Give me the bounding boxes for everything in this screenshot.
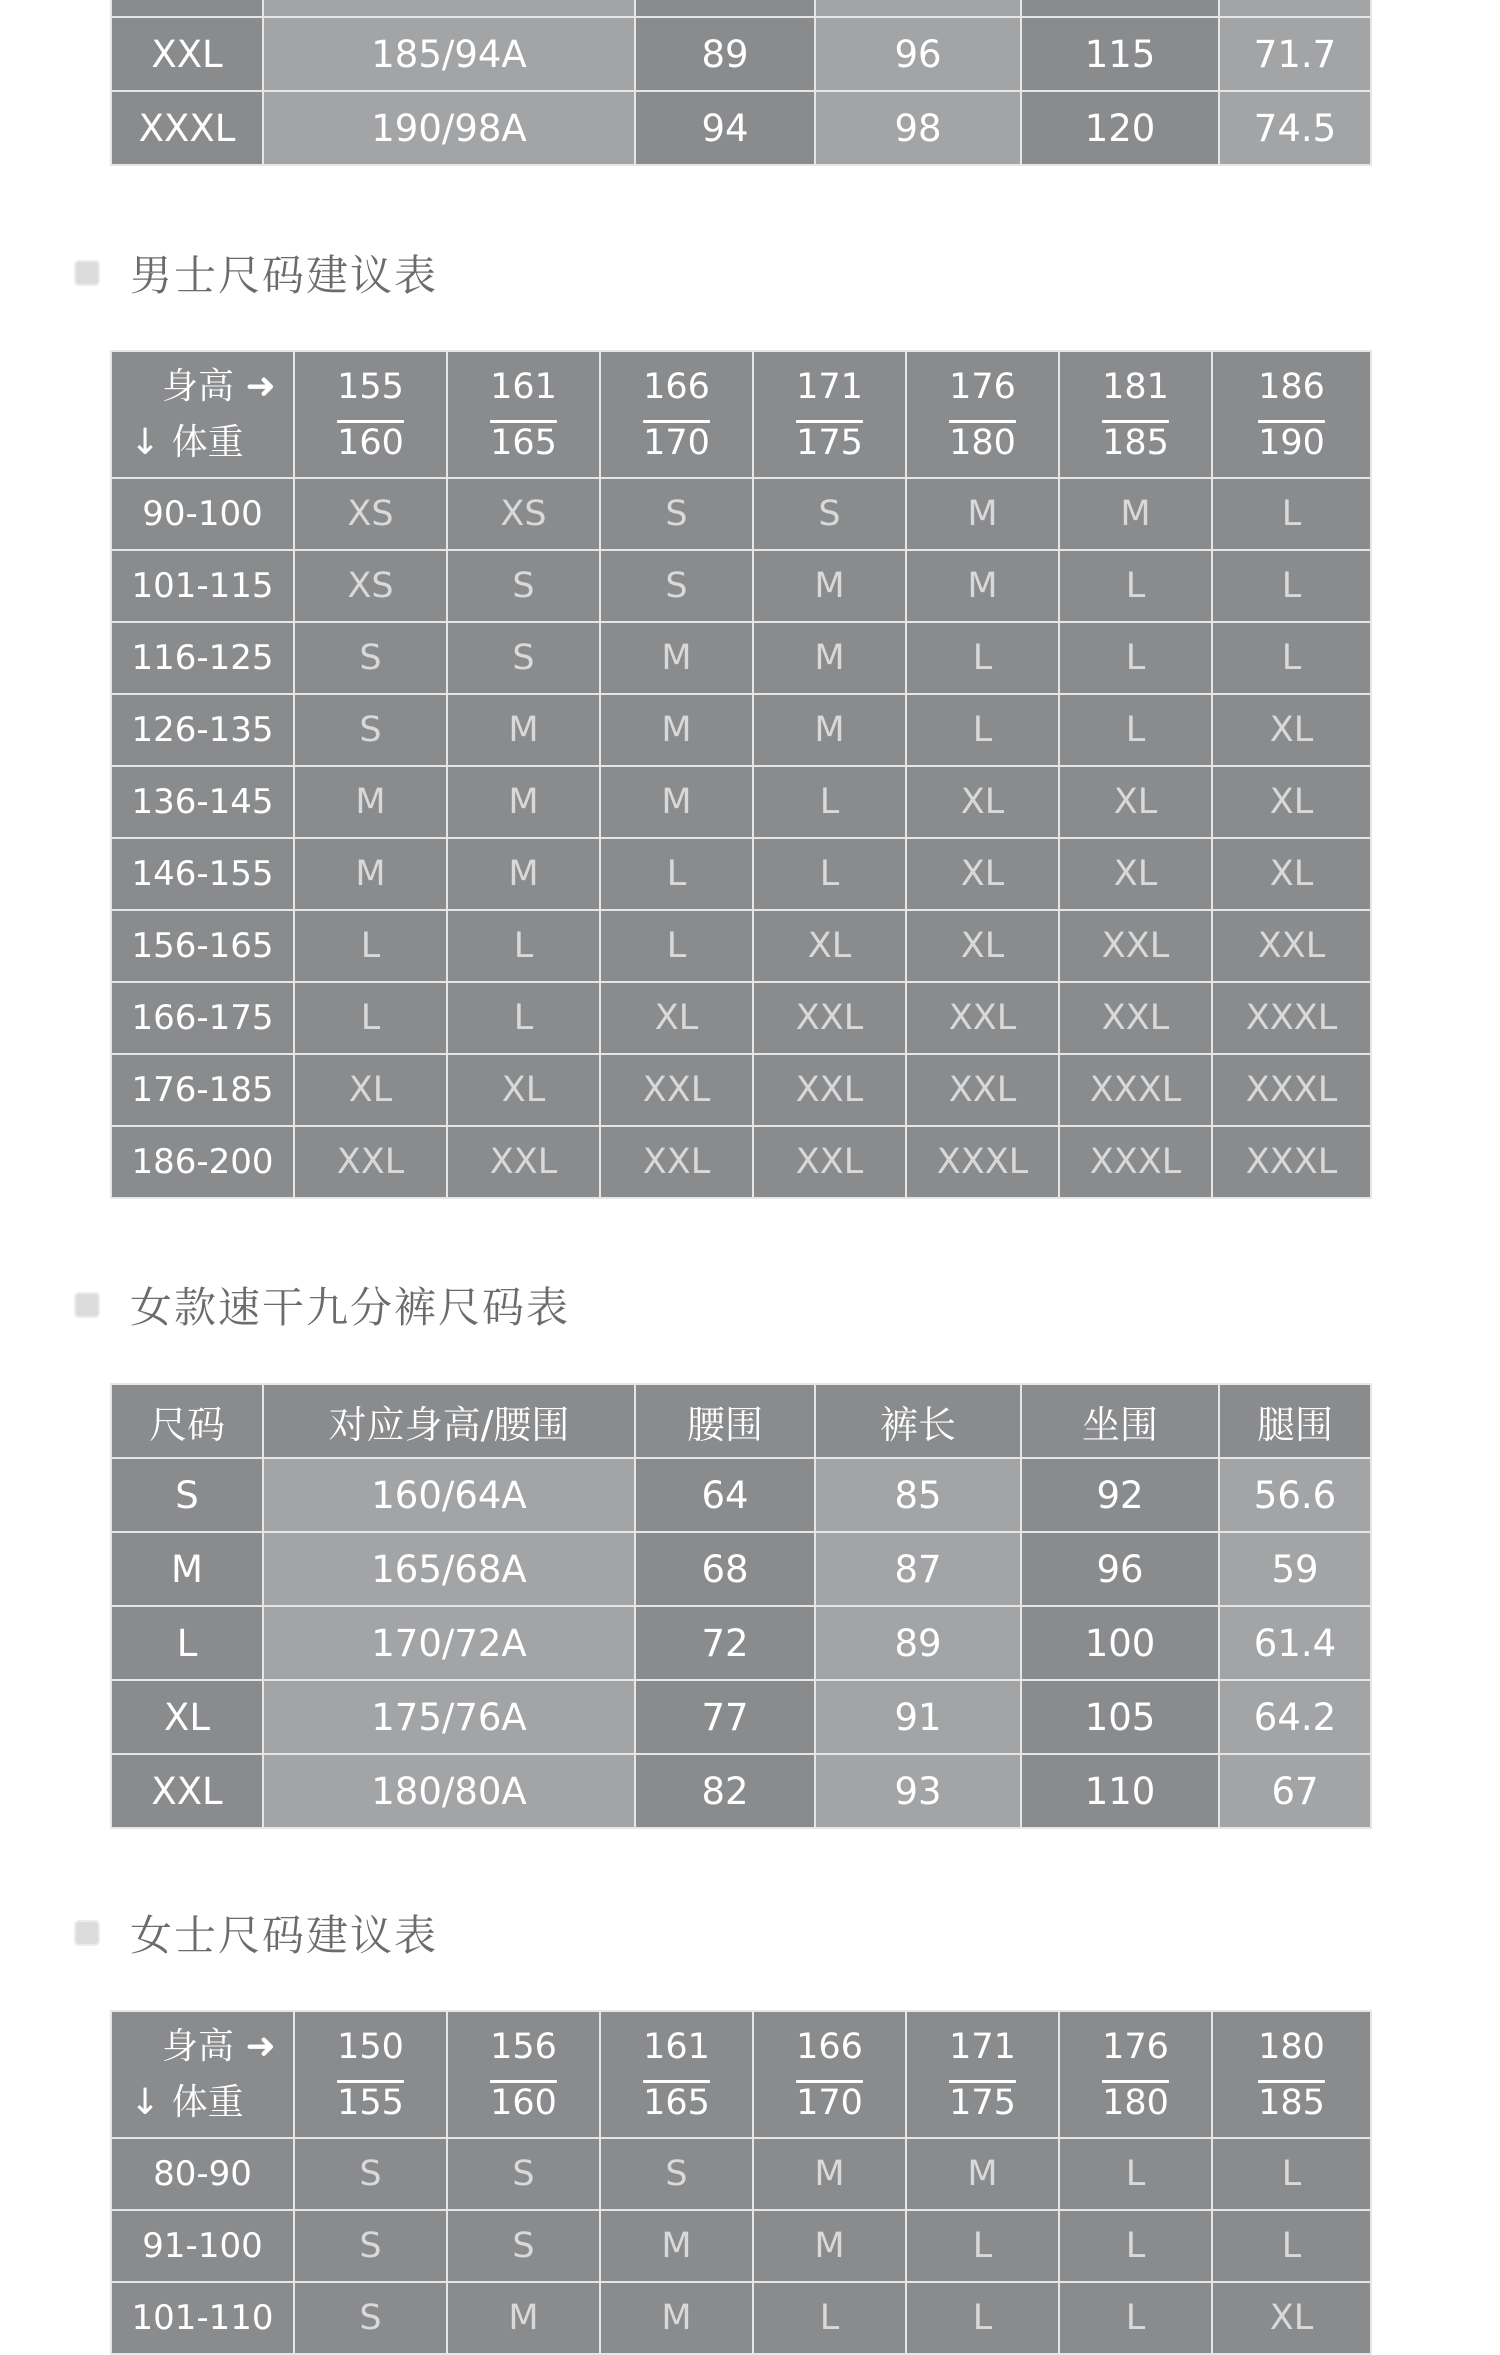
size-cell: L <box>294 982 447 1054</box>
table-row <box>111 838 1371 910</box>
table-row <box>111 17 1371 91</box>
size-cell: M <box>753 622 906 694</box>
table-row <box>111 766 1371 838</box>
size-cell: XXL <box>753 1054 906 1126</box>
size-cell: L <box>1059 550 1212 622</box>
size-cell: XXL <box>1212 910 1371 982</box>
size-cell: S <box>447 2138 600 2210</box>
size-cell: M <box>906 550 1059 622</box>
height-range-header: 181 185 <box>1059 351 1212 478</box>
section-title: 男士尺码建议表 <box>130 251 439 300</box>
table-row <box>111 91 1371 165</box>
height-range-header: 156 160 <box>447 2011 600 2138</box>
size-cell: S <box>294 2210 447 2282</box>
table-row <box>111 550 1371 622</box>
table-row <box>111 1680 1371 1754</box>
weight-axis-label: ↓ 体重 <box>130 2081 244 2123</box>
size-cell: XL <box>1212 694 1371 766</box>
table-cell: S <box>111 1458 263 1532</box>
size-cell: XL <box>447 1054 600 1126</box>
size-cell: L <box>1059 622 1212 694</box>
table-cell: 105 <box>1021 1680 1219 1754</box>
table-cell: 85 <box>815 1458 1021 1532</box>
size-cell: L <box>447 982 600 1054</box>
size-cell: L <box>753 838 906 910</box>
height-range-header: 171 175 <box>753 351 906 478</box>
column-header: 坐围 <box>1021 1384 1219 1458</box>
mens-recommend-table <box>110 350 1372 1199</box>
column-header: 腿围 <box>1219 1384 1371 1458</box>
size-cell: XL <box>753 910 906 982</box>
size-cell: XL <box>1212 766 1371 838</box>
weight-range-cell: 186-200 <box>111 1126 294 1198</box>
size-cell: XL <box>294 1054 447 1126</box>
section-header-womens-pants <box>74 1280 570 1330</box>
size-cell: M <box>294 766 447 838</box>
size-cell: XL <box>906 838 1059 910</box>
height-range-header: 180 185 <box>1212 2011 1371 2138</box>
table-cell: 170/72A <box>263 1606 635 1680</box>
table-cell: 120 <box>1021 91 1219 165</box>
height-range-header: 161 165 <box>600 2011 753 2138</box>
table-cell: XXL <box>111 17 263 91</box>
weight-range-cell: 116-125 <box>111 622 294 694</box>
size-cell: L <box>447 910 600 982</box>
size-cell: XL <box>1212 2282 1371 2354</box>
column-header: 裤长 <box>815 1384 1021 1458</box>
table-cell: 96 <box>815 17 1021 91</box>
size-cell: M <box>447 694 600 766</box>
height-range-header: 176 180 <box>906 351 1059 478</box>
table-cell: 59 <box>1219 1532 1371 1606</box>
size-cell: M <box>600 2210 753 2282</box>
weight-range-cell: 101-110 <box>111 2282 294 2354</box>
weight-axis-label: ↓ 体重 <box>130 421 244 463</box>
size-cell: L <box>906 2282 1059 2354</box>
table-row <box>111 1458 1371 1532</box>
size-cell: XXXL <box>1059 1054 1212 1126</box>
table-row <box>111 982 1371 1054</box>
table-cell: 87 <box>815 1532 1021 1606</box>
height-range-header: 166 170 <box>600 351 753 478</box>
weight-range-cell: 91-100 <box>111 2210 294 2282</box>
table-row <box>111 2282 1371 2354</box>
table-cell: XXL <box>111 1754 263 1828</box>
size-cell: XXL <box>600 1126 753 1198</box>
height-range-header: 150 155 <box>294 2011 447 2138</box>
section-header-womens-recommend <box>74 1908 438 1958</box>
size-cell: L <box>906 2210 1059 2282</box>
size-cell: XL <box>906 766 1059 838</box>
size-cell: M <box>600 622 753 694</box>
height-range-header: 155 160 <box>294 351 447 478</box>
size-cell: L <box>600 838 753 910</box>
section-title: 女款速干九分裤尺码表 <box>130 1283 571 1332</box>
size-cell: M <box>753 550 906 622</box>
size-cell: S <box>294 2282 447 2354</box>
corner-cell <box>111 351 294 478</box>
table-cell: 89 <box>635 17 815 91</box>
size-cell: XXXL <box>1059 1126 1212 1198</box>
height-range-header: 171 175 <box>906 2011 1059 2138</box>
size-cell: L <box>1059 2210 1212 2282</box>
table-header-row <box>111 2011 1371 2138</box>
table-header-row <box>111 1384 1371 1458</box>
size-cell: L <box>1059 2138 1212 2210</box>
section-title: 女士尺码建议表 <box>130 1911 439 1960</box>
size-cell: XL <box>1212 838 1371 910</box>
size-cell: M <box>906 478 1059 550</box>
table-row <box>111 622 1371 694</box>
size-cell: L <box>753 766 906 838</box>
size-cell: S <box>600 478 753 550</box>
table-cell: 71.7 <box>1219 17 1371 91</box>
size-cell: XXL <box>600 1054 753 1126</box>
size-cell: M <box>294 838 447 910</box>
weight-range-cell: 176-185 <box>111 1054 294 1126</box>
table-cell: M <box>111 1532 263 1606</box>
size-cell: M <box>600 694 753 766</box>
size-cell: XL <box>1059 766 1212 838</box>
table-cell: 64.2 <box>1219 1680 1371 1754</box>
size-cell: L <box>1212 2210 1371 2282</box>
size-cell: L <box>906 622 1059 694</box>
weight-range-cell: 90-100 <box>111 478 294 550</box>
size-cell: S <box>447 550 600 622</box>
weight-range-cell: 166-175 <box>111 982 294 1054</box>
size-cell: XL <box>600 982 753 1054</box>
table-cell: 92 <box>1021 1458 1219 1532</box>
size-cell: S <box>447 2210 600 2282</box>
table-row <box>111 910 1371 982</box>
table-row <box>111 1532 1371 1606</box>
table-cell: L <box>111 1606 263 1680</box>
weight-range-cell: 156-165 <box>111 910 294 982</box>
square-bullet-icon <box>74 1292 100 1318</box>
table-cell: 67 <box>1219 1754 1371 1828</box>
table-row <box>111 694 1371 766</box>
table-cell: 115 <box>1021 17 1219 91</box>
size-cell: L <box>1059 694 1212 766</box>
table-cell: 98 <box>815 91 1021 165</box>
size-cell: XXL <box>906 1054 1059 1126</box>
table-row <box>111 478 1371 550</box>
weight-range-cell: 101-115 <box>111 550 294 622</box>
size-cell: M <box>600 2282 753 2354</box>
weight-range-cell: 136-145 <box>111 766 294 838</box>
size-cell: M <box>753 694 906 766</box>
table-cell: 175/76A <box>263 1680 635 1754</box>
height-range-header: 186 190 <box>1212 351 1371 478</box>
table-row <box>111 1126 1371 1198</box>
table-cell: 56.6 <box>1219 1458 1371 1532</box>
table-cell: 190/98A <box>263 91 635 165</box>
size-cell: XXL <box>294 1126 447 1198</box>
section-header-mens-recommend <box>74 248 438 298</box>
table-cell: XL <box>111 1680 263 1754</box>
size-cell: XS <box>294 478 447 550</box>
size-cell: M <box>753 2138 906 2210</box>
table-cell: 185/94A <box>263 17 635 91</box>
table-cell: 180/80A <box>263 1754 635 1828</box>
table-cell: 77 <box>635 1680 815 1754</box>
square-bullet-icon <box>74 1920 100 1946</box>
weight-range-cell: 146-155 <box>111 838 294 910</box>
table-cell: 94 <box>635 91 815 165</box>
size-cell: XXL <box>906 982 1059 1054</box>
table-cell: 100 <box>1021 1606 1219 1680</box>
size-cell: XXXL <box>906 1126 1059 1198</box>
size-cell: M <box>753 2210 906 2282</box>
size-cell: L <box>1059 2282 1212 2354</box>
table-cell: 82 <box>635 1754 815 1828</box>
table-cell: 64 <box>635 1458 815 1532</box>
size-cell: XXXL <box>1212 1054 1371 1126</box>
size-cell: M <box>1059 478 1212 550</box>
table-cell: 96 <box>1021 1532 1219 1606</box>
size-cell: M <box>447 2282 600 2354</box>
table-row <box>111 2138 1371 2210</box>
size-cell: S <box>600 2138 753 2210</box>
size-cell: XXL <box>447 1126 600 1198</box>
size-cell: XS <box>294 550 447 622</box>
table-row <box>111 2210 1371 2282</box>
size-cell: L <box>1212 478 1371 550</box>
table-cell: 68 <box>635 1532 815 1606</box>
table-cell: 165/68A <box>263 1532 635 1606</box>
size-cell: M <box>447 766 600 838</box>
size-cell: M <box>600 766 753 838</box>
size-cell: S <box>753 478 906 550</box>
column-header: 尺码 <box>111 1384 263 1458</box>
size-cell: L <box>753 2282 906 2354</box>
size-cell: L <box>294 910 447 982</box>
table-cell: 74.5 <box>1219 91 1371 165</box>
corner-cell <box>111 2011 294 2138</box>
size-cell: S <box>294 694 447 766</box>
column-header: 腰围 <box>635 1384 815 1458</box>
height-axis-label: 身高 ➜ <box>162 365 276 407</box>
size-cell: XXL <box>1059 910 1212 982</box>
table-header-row <box>111 351 1371 478</box>
size-cell: XL <box>906 910 1059 982</box>
table-row <box>111 1606 1371 1680</box>
size-cell: XS <box>447 478 600 550</box>
table-cell: 61.4 <box>1219 1606 1371 1680</box>
size-cell: XXXL <box>1212 1126 1371 1198</box>
size-cell: XL <box>1059 838 1212 910</box>
size-cell: L <box>600 910 753 982</box>
table-cell: 91 <box>815 1680 1021 1754</box>
height-axis-label: 身高 ➜ <box>162 2025 276 2067</box>
size-cell: S <box>600 550 753 622</box>
size-cell: XXL <box>753 1126 906 1198</box>
mens-size-table <box>110 0 1372 166</box>
table-cell: 72 <box>635 1606 815 1680</box>
size-cell: L <box>1212 550 1371 622</box>
size-cell: S <box>294 622 447 694</box>
size-cell: XXXL <box>1212 982 1371 1054</box>
height-range-header: 176 180 <box>1059 2011 1212 2138</box>
table-row <box>111 1754 1371 1828</box>
table-row <box>111 0 1371 17</box>
size-cell: L <box>906 694 1059 766</box>
table-row <box>111 1054 1371 1126</box>
square-bullet-icon <box>74 260 100 286</box>
size-cell: S <box>294 2138 447 2210</box>
size-cell: L <box>1212 622 1371 694</box>
height-range-header: 161 165 <box>447 351 600 478</box>
size-cell: XXL <box>1059 982 1212 1054</box>
table-cell: 93 <box>815 1754 1021 1828</box>
weight-range-cell: 126-135 <box>111 694 294 766</box>
column-header: 对应身高/腰围 <box>263 1384 635 1458</box>
womens-recommend-table <box>110 2010 1372 2355</box>
height-range-header: 166 170 <box>753 2011 906 2138</box>
size-cell: M <box>447 838 600 910</box>
weight-range-cell: 80-90 <box>111 2138 294 2210</box>
table-cell: 160/64A <box>263 1458 635 1532</box>
table-cell: 89 <box>815 1606 1021 1680</box>
size-cell: S <box>447 622 600 694</box>
table-cell: 110 <box>1021 1754 1219 1828</box>
size-cell: XXL <box>753 982 906 1054</box>
size-cell: L <box>1212 2138 1371 2210</box>
womens-pants-size-table <box>110 1383 1372 1829</box>
table-cell: XXXL <box>111 91 263 165</box>
size-cell: M <box>906 2138 1059 2210</box>
